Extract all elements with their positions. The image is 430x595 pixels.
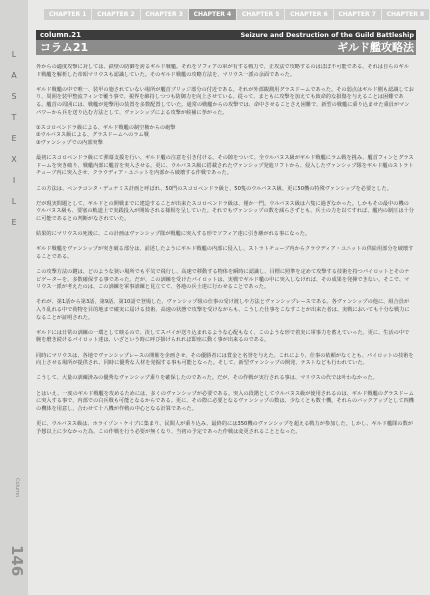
article-body [36, 64, 414, 592]
paragraph: 同時にマリウスは、各地でヴァンシップレースの開催を企画させ、その優勝者には賞金と名誉を与えた。これにより、仕事の依頼がなくとも、パイロットの技術を向上させる場所が提供され、同時に優秀な人材を発掘する事も可能となった。そして、新型ヴァンシップの開発、テストなども行われていた。 [36, 352, 414, 367]
chapter-tab-7: CHAPTER 7 [334, 9, 381, 20]
series-title-letter: X [11, 155, 17, 164]
series-title-letter: E [11, 218, 17, 227]
chapter-tab-8: CHAPTER 8 [382, 9, 429, 20]
paragraph: ①スコロペンドラ級による、ギルド戦艦の制空権からの砲撃 ②ウルバヌス級による、グラスドームへのラム戦 ③ヴァンシップでの内部突撃 [36, 124, 176, 146]
paragraph: 結果的にマリウスの死後に、この計画はヴァンシップ隊が戦艦に突入する形でソフィア達に引き継がれる事になった。 [36, 231, 311, 238]
series-title-letter: E [11, 134, 17, 143]
chapter-tab-5: CHAPTER 5 [237, 9, 284, 20]
english-title: Seizure and Destruction of the Guild Battleship [240, 31, 414, 39]
paragraph: こうして、大量の訓練済みの優秀なヴァンシップ乗りを確保したのであった。だが、その作戦が実行される事は、マリウスの代では叶わなかった。 [36, 375, 378, 382]
page-title: ギルド艦攻略法 [337, 41, 414, 54]
chapter-tab-2: CHAPTER 2 [92, 9, 139, 20]
chapter-tab-4: CHAPTER 4 [189, 9, 236, 20]
paragraph: 更に、ウルバヌス級は、ホライゾン・ケイブに集まり、民間人が乗り込み、最終的には350機のヴァンシップを超える戦力が参加した。しかし、ギルド艦隊の数が予想以上に少なかった為、この作戦を行う必要が無くなり、当初の予定であった作戦は変更されることとなった。 [36, 420, 413, 435]
paragraph: それが、第1話から第3話、第9話、第10話で登場した、ヴァンシップ組の仕事の受け渡しや方法とヴァンシップレースである。各ヴァンシップの他に、組合員が入り乱れる中で荷物を目的地まで確実に届ける技術、高速の状態で攻撃を受けながらも、こうした仕事をこなすことが出来た者は、実戦においても十分な戦力になることが証明された。 [36, 299, 410, 321]
series-title-letter: S [11, 92, 17, 101]
series-title-letter: L [11, 197, 17, 206]
series-title-letter: T [11, 113, 17, 122]
chapter-tab-6: CHAPTER 6 [285, 9, 332, 20]
series-title-vertical [4, 44, 24, 233]
column-label-vertical: Column [14, 478, 20, 498]
paragraph: 外からの適度攻撃に対しては、鉄壁の防御を誇るギルド戦艦。それをソフィアの軍が有する戦力で、正攻法で攻略するのはほぼ不可能である。それは自らのギルド戦艦を解析した帝昭マリウスも認識していた。そのギルド戦艦の攻略方法を、マリウス一派の余面であった。 [36, 64, 409, 78]
chapter-tab-1: CHAPTER 1 [44, 9, 91, 20]
column-number-jp: コラム21 [40, 41, 89, 54]
chapter-tab-3: CHAPTER 3 [141, 9, 188, 20]
column-label: column.21 [40, 31, 82, 39]
paragraph: だが現実問題として、ギルドとの開戦までに建造することが出来たスコロペンドラ級は、僅か一門。ウルバヌス級は六隻に過ぎなかった。しかもその最中の機のウルバヌス級も、要塞の軌道上で実践投入が開始される様相を呈していた。それでもヴァンシップの数を減らさずとも、兵士の力を以てすれば、艦内の制圧は十分に可能であるとの判断がなされていた。 [36, 200, 414, 222]
chapter-navigation-bar [44, 9, 430, 22]
series-title-letter: L [11, 50, 17, 59]
paragraph: この方法は、ペンテコンタ・デュナミス計画と呼ばれ、50門のスコロペンドラ級と、50隻のウルバヌス級、更に50機の特殊ヴァンシップを必要とした。 [36, 185, 392, 192]
paragraph: ギルド戦艦をヴァンシップが突き破る部分は、前述したようにギルド戦艦の内部に侵入し、ストラトチューブ内からクラウディア・ユニットの供給用部分を破壊することである。 [36, 246, 414, 260]
paragraph: とはいえ、一度のギルド戦艦を攻めるためには、多くのヴァンシップが必要である。突入の段階としてウルバヌス級が使用されるのは、ギルド戦艦のグラスドームに突入する事で、内部での白兵戦も可能となるからである。更に、その際に必要となるヴァンシップの数は、少なくとも数十機。それらのバックアップとして四機の機体を用意し、合わせて十八機が作戦の中心となる計算であった。 [36, 390, 414, 412]
series-title-letter: I [12, 176, 16, 185]
paragraph: この攻撃方法の鍵は、どのような狭い場所でも平気で飛行し、高速で移動する物体を瞬時に認識し、目標に照準を定めて攻撃する技術を持つパイロットとそのナビゲーターを、多数確保する事であった。だが、この訓練を受けたパイロットは、実戦でギルド艦の中に突入しなければ、その成果を発揮できない。そこで、マリウス一派が考えたのは、この訓練を軍事訓練と見立てて、各地の兵士達に行わせることであった。 [36, 269, 410, 291]
paragraph: ギルドには日常の訓練の一環として映るので、決してスパイが送り込まれるような心配もなく、このような形で着実に軍事力を蓄えていった。更に、生活の中で腕を磨き続けるパイロット達は、いざという時に呼び掛けられれば即座に動く事が出来るのである。 [36, 329, 410, 344]
page-number: 146 [8, 545, 26, 577]
series-title-letter: A [11, 71, 17, 80]
paragraph: ギルド戦艦の中で唯一、装甲の施されていない場所が艦首ブリッジ部分の付近である。それが外部観測用グラスドームであった。その弱点はギルド側も認識しており、周囲を装甲整流フィンで覆う事で、視界を維持しつつも防御力を向上させている。従って、まともに攻撃を加えても致命的な損傷を与えることは困難である。艦首の周囲には、戦艦が迎撃用の装置を多数配置していた。通常の戦艦からの攻撃では、命中させることさえ困難で、新型の戦艦に乗り込ませた乗員がマンパワーから兵を送り込む方法として、ヴァンシップによる攻撃が候補に挙がった。 [36, 86, 414, 116]
paragraph: 最初にスコロペンドラ級にて弾幕支援を行い、ギルド艦の注意を引き付ける。その隙をついて、全ウルバヌス級がギルド戦艦にラム戦を挑み、艦首フィンとグラスドームを突き破り、戦艦内部に艦首を突入させる。更に、ウルバヌス級に搭載されたヴァンシップ発進リフトから、侵入したヴァンシップ隊をギルド艦のストラトチューブ内に突入させ、クラウディア・ユニットを内部から破壊する作戦であった。 [36, 155, 414, 177]
